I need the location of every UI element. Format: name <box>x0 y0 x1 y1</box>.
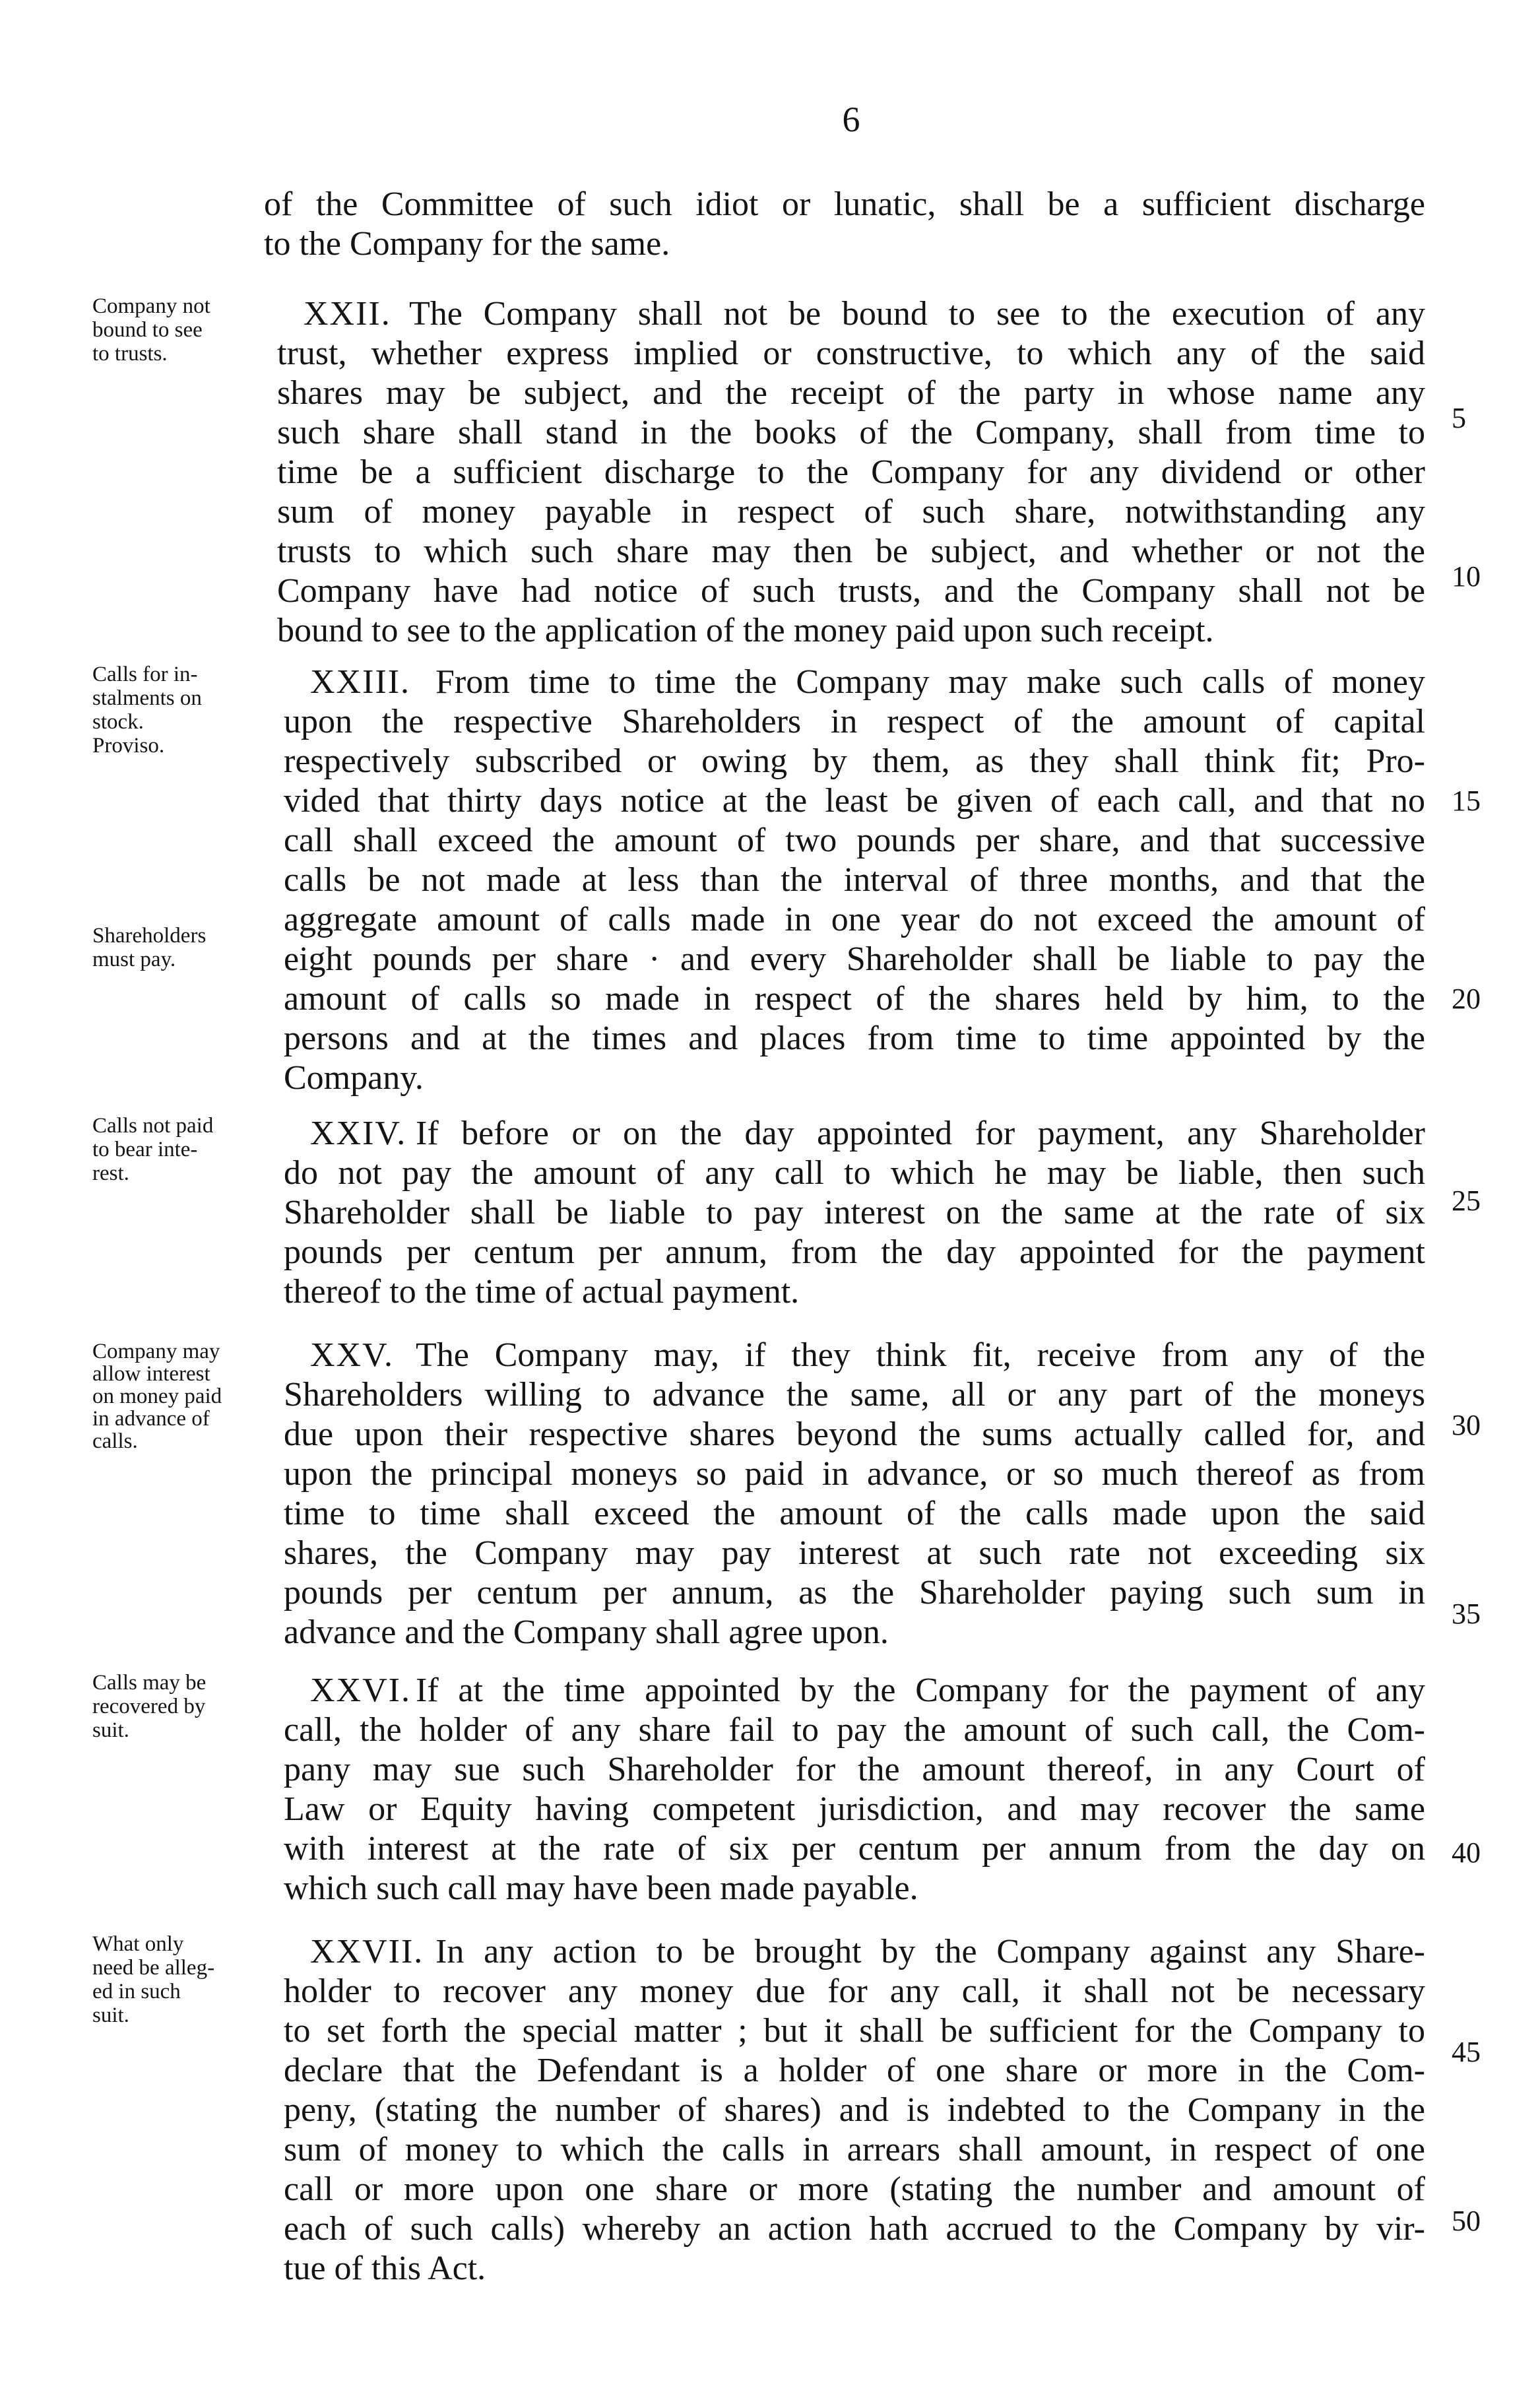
margin-note-line: suit. <box>92 2003 129 2027</box>
text-line: pounds per centum per annum, as the Shareholder paying such sum in <box>284 1574 1425 1611</box>
margin-note-line: What only <box>92 1932 184 1956</box>
line-number: 50 <box>1452 2205 1481 2237</box>
text-line: In any action to be brought by the Company against any Share- <box>435 1933 1425 1970</box>
margin-note-line: rest. <box>92 1161 129 1185</box>
section-number: XXIII. <box>310 663 411 701</box>
page-number: 6 <box>842 100 860 139</box>
margin-note-line: to trusts. <box>92 342 168 366</box>
line-number: 5 <box>1452 402 1466 434</box>
margin-note-line: Proviso. <box>92 734 165 758</box>
text-line: peny, (stating the number of shares) and is indebted to the Company in the <box>284 2091 1425 2129</box>
text-line: which such call may have been made payable. <box>284 1869 918 1907</box>
text-line: Company. <box>284 1059 424 1097</box>
margin-note-line: on money paid <box>92 1384 222 1408</box>
text-line: declare that the Defendant is a holder of one share or more in the Com- <box>284 2052 1425 2089</box>
text-line: pounds per centum per annum, from the day appointed for the payment <box>284 1233 1425 1271</box>
text-line: due upon their respective shares beyond the sums actually called for, and <box>284 1415 1425 1453</box>
section-number: XXV. <box>310 1336 394 1374</box>
section-number: XXIV. <box>310 1115 407 1152</box>
text-line: trusts to which such share may then be subject, and whether or not the <box>277 533 1425 570</box>
line-number: 30 <box>1452 1409 1481 1441</box>
text-line: From time to time the Company may make such calls of money <box>435 663 1425 701</box>
text-line: upon the principal moneys so paid in advance, or so much thereof as from <box>284 1455 1425 1493</box>
text-line: advance and the Company shall agree upon. <box>284 1613 889 1651</box>
text-line: calls be not made at less than the interval of three months, and that the <box>284 861 1425 899</box>
margin-note-line: ed in such <box>92 1980 181 2003</box>
margin-note-line: in advance of <box>92 1407 210 1431</box>
section-number: XXVII. <box>310 1933 424 1970</box>
text-line: call or more upon one share or more (stating the number and amount of <box>284 2170 1425 2208</box>
text-line: time be a sufficient discharge to the Company for any dividend or other <box>277 453 1425 491</box>
text-line: such share shall stand in the books of the Company, shall from time to <box>277 414 1425 451</box>
text-line: Shareholders willing to advance the same, all or any part of the moneys <box>284 1376 1425 1413</box>
text-line: respectively subscribed or owing by them, as they shall think fit; Pro- <box>284 742 1425 780</box>
line-number: 35 <box>1452 1598 1481 1630</box>
section-number: XXVI. <box>310 1672 411 1709</box>
margin-note-line: Calls may be <box>92 1671 207 1695</box>
text-line: If at the time appointed by the Company for the payment of any <box>416 1672 1425 1709</box>
margin-note-line: stalments on <box>92 686 202 710</box>
text-line: shares, the Company may pay interest at such rate not exceeding six <box>284 1534 1425 1572</box>
line-number: 15 <box>1452 785 1481 817</box>
margin-note-line: calls. <box>92 1429 138 1453</box>
margin-note-line: to bear inte- <box>92 1138 198 1161</box>
text-line: holder to recover any money due for any call, it shall not be necessary <box>284 1972 1425 2010</box>
text-line: to set forth the special matter ; but it shall be sufficient for the Company to <box>284 2012 1425 2050</box>
text-line: vided that thirty days notice at the least be given of each call, and that no <box>284 782 1425 820</box>
margin-note-line: Shareholders <box>92 924 207 948</box>
text-line: Law or Equity having competent jurisdiction, and may recover the same <box>284 1790 1425 1828</box>
text-line: amount of calls so made in respect of the shares held by him, to the <box>284 980 1425 1018</box>
text-line: shares may be subject, and the receipt of the party in whose name any <box>277 374 1425 412</box>
text-line: to the Company for the same. <box>264 225 670 263</box>
margin-note-line: Calls for in- <box>92 663 198 686</box>
text-line: If before or on the day appointed for payment, any Shareholder <box>416 1115 1425 1152</box>
text-line: pany may sue such Shareholder for the amount thereof, in any Court of <box>284 1751 1425 1788</box>
text-line: eight pounds per share · and every Shareholder shall be liable to pay the <box>284 940 1425 978</box>
text-line: The Company shall not be bound to see to the execution of any <box>409 295 1425 333</box>
line-number: 10 <box>1452 560 1481 593</box>
text-line: sum of money to which the calls in arrears shall amount, in respect of one <box>284 2131 1425 2168</box>
line-number: 40 <box>1452 1836 1481 1869</box>
text-line: call shall exceed the amount of two pounds per share, and that successive <box>284 822 1425 859</box>
text-line: with interest at the rate of six per centum per annum from the day on <box>284 1830 1425 1868</box>
line-number: 25 <box>1452 1185 1481 1217</box>
text-line: time to time shall exceed the amount of the calls made upon the said <box>284 1495 1425 1532</box>
margin-note-line: allow interest <box>92 1362 210 1386</box>
margin-note-line: Company not <box>92 294 210 318</box>
text-line: thereof to the time of actual payment. <box>284 1273 800 1311</box>
text-line: trust, whether express implied or constructive, to which any of the said <box>277 335 1425 372</box>
margin-note-line: recovered by <box>92 1695 206 1718</box>
text-line: upon the respective Shareholders in respect of the amount of capital <box>284 703 1425 740</box>
margin-note-line: bound to see <box>92 318 203 342</box>
text-line: of the Committee of such idiot or lunatic, shall be a sufficient discharge <box>264 185 1425 223</box>
margin-note-line: need be alleg- <box>92 1956 215 1980</box>
text-line: tue of this Act. <box>284 2250 486 2287</box>
text-line: Company have had notice of such trusts, and the Company shall not be <box>277 572 1425 610</box>
text-line: sum of money payable in respect of such share, notwithstanding any <box>277 493 1425 531</box>
section-number: XXII. <box>304 295 391 333</box>
text-line: Shareholder shall be liable to pay interest on the same at the rate of six <box>284 1194 1425 1231</box>
text-line: bound to see to the application of the money paid upon such receipt. <box>277 612 1214 649</box>
text-line: The Company may, if they think fit, receive from any of the <box>416 1336 1425 1374</box>
margin-note-line: Calls not paid <box>92 1114 214 1138</box>
text-line: aggregate amount of calls made in one year do not exceed the amount of <box>284 901 1425 938</box>
text-line: do not pay the amount of any call to which he may be liable, then such <box>284 1154 1425 1192</box>
line-number: 20 <box>1452 983 1481 1015</box>
text-line: persons and at the times and places from time to time appointed by the <box>284 1020 1425 1057</box>
margin-note-line: Company may <box>92 1340 220 1363</box>
margin-note-line: must pay. <box>92 948 176 971</box>
line-number: 45 <box>1452 2036 1481 2068</box>
text-line: each of such calls) whereby an action hath accrued to the Company by vir- <box>284 2210 1425 2248</box>
margin-note-line: stock. <box>92 710 144 734</box>
margin-note-line: suit. <box>92 1718 129 1742</box>
text-line: call, the holder of any share fail to pay the amount of such call, the Com- <box>284 1711 1425 1749</box>
